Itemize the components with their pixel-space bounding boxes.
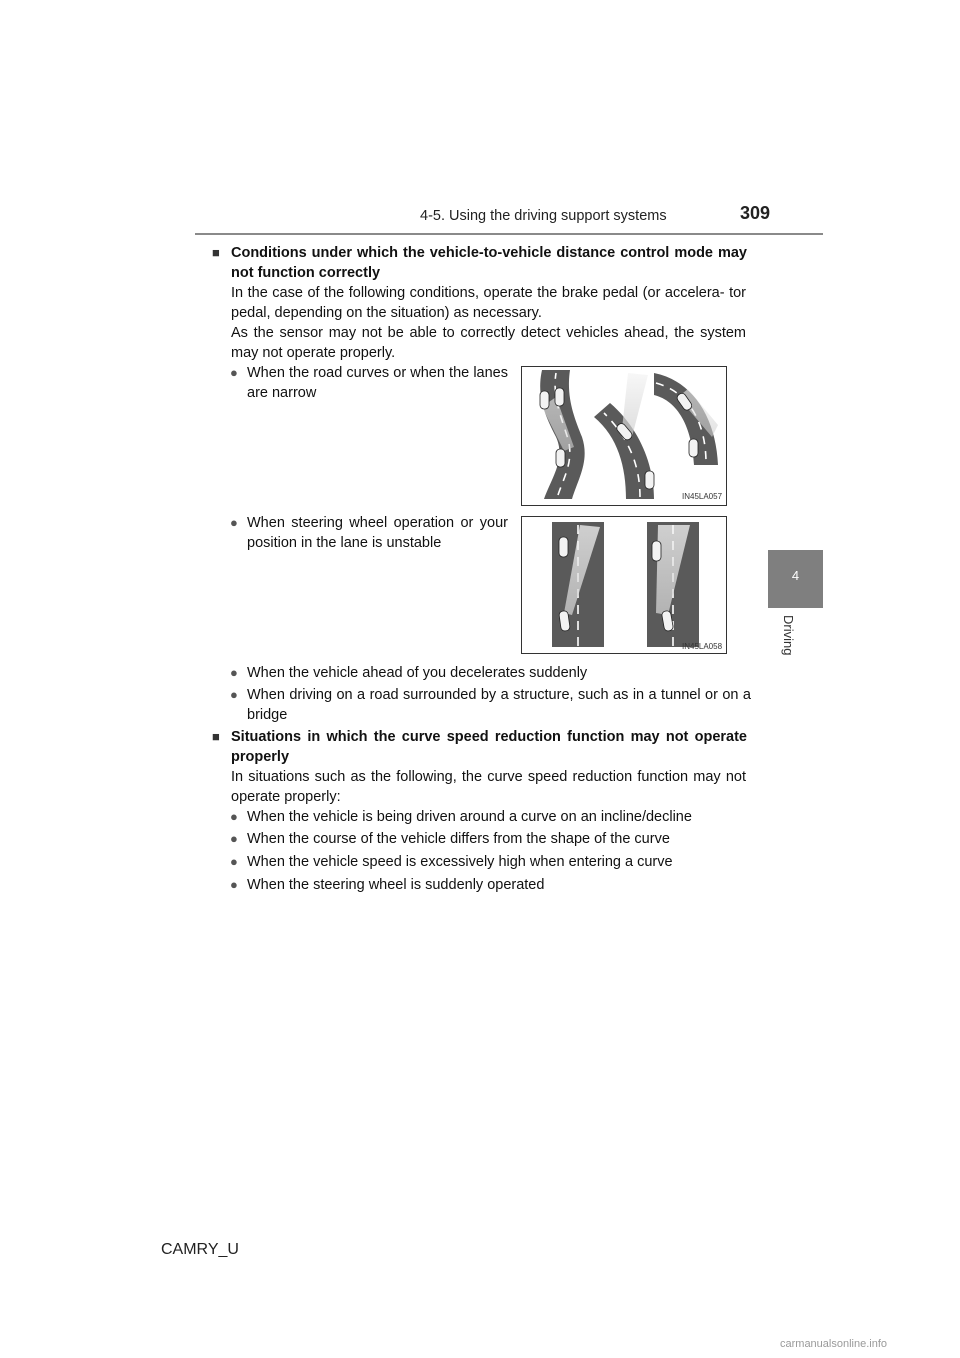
circle-bullet-icon: ●	[230, 515, 238, 530]
section2-heading: ■ Situations in which the curve speed reduction function may not operate properly	[212, 729, 747, 765]
circle-bullet-icon: ●	[230, 877, 238, 892]
section1-para1: In the case of the following conditions, operate the brake pedal (or accelera- tor pedal, depending on the situation) as necessary.	[231, 285, 746, 321]
list-item: ● When the steering wheel is suddenly operated	[230, 877, 545, 893]
circle-bullet-icon: ●	[230, 831, 238, 846]
section2-para1: In situations such as the following, the curve speed reduction function may not operate properly:	[231, 769, 746, 805]
list-item: ● When the vehicle speed is excessively high when entering a curve	[230, 854, 673, 870]
chapter-label: Driving	[781, 615, 796, 656]
model-footer: CAMRY_U	[161, 1241, 239, 1258]
list-item: ● When the road curves or when the lanes are narrow	[230, 365, 508, 401]
square-bullet-icon: ■	[212, 245, 220, 260]
page-number: 309	[740, 203, 771, 223]
circle-bullet-icon: ●	[230, 687, 238, 702]
lane-position-figure	[521, 516, 727, 654]
header-rule	[195, 233, 823, 235]
watermark: carmanualsonline.info	[780, 1338, 888, 1350]
list-item: ● When the vehicle is being driven around a curve on an incline/decline	[230, 809, 692, 825]
list-item: ● When the vehicle ahead of you decelerates suddenly	[230, 665, 588, 681]
list-item: ● When driving on a road surrounded by a structure, such as in a tunnel or on a bridge	[230, 687, 751, 723]
list-item: ● When the course of the vehicle differs from the shape of the curve	[230, 831, 670, 847]
section1-heading: ■ Conditions under which the vehicle-to-vehicle distance control mode may not function correctly	[212, 245, 747, 281]
circle-bullet-icon: ●	[230, 665, 238, 680]
figure-code: IN45LA058	[682, 642, 723, 651]
header-title: 4-5. Using the driving support systems	[420, 208, 667, 224]
list-item: ● When steering wheel operation or your position in the lane is unstable	[230, 515, 508, 551]
road-curves-figure	[521, 366, 727, 506]
figure-code: IN45LA057	[682, 492, 723, 501]
chapter-number: 4	[791, 568, 800, 583]
circle-bullet-icon: ●	[230, 854, 238, 869]
circle-bullet-icon: ●	[230, 809, 238, 824]
circle-bullet-icon: ●	[230, 365, 238, 380]
square-bullet-icon: ■	[212, 729, 220, 744]
section1-para2: As the sensor may not be able to correctly detect vehicles ahead, the system may not operate properly.	[231, 325, 746, 361]
